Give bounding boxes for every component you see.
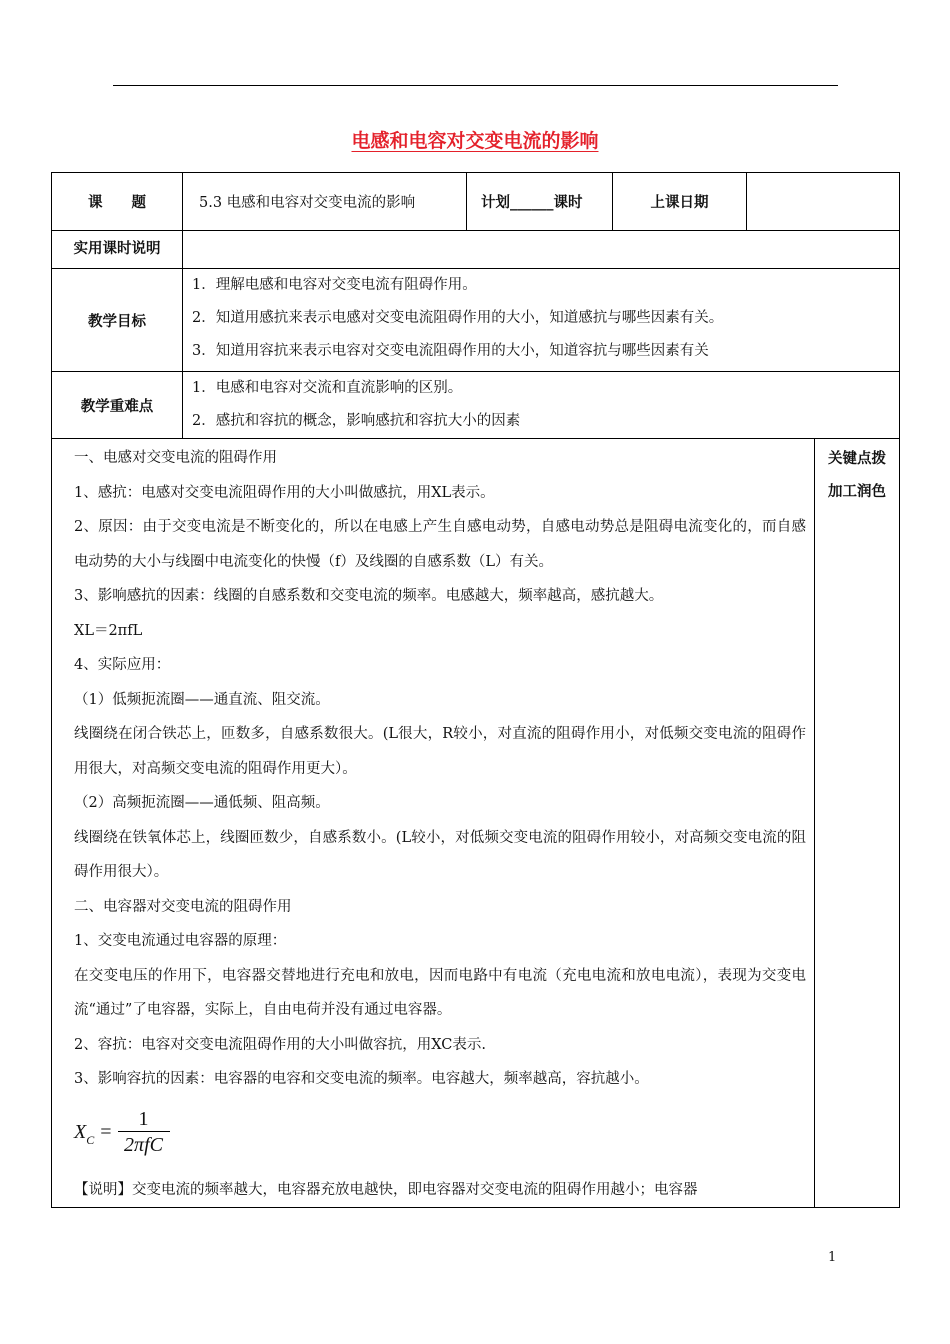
key-point-item: 1．电感和电容对交流和直流影响的区别。 bbox=[192, 380, 463, 396]
paragraph: 3、影响容抗的因素：电容器的电容和交变电流的频率。电容越大，频率越高，容抗越小。 bbox=[74, 1071, 649, 1087]
paragraph: 在交变电压的作用下，电容器交替地进行充电和放电，因而电路中有电流（充电电流和放电电流），表现为交变电流“通过”了电容器，实际上，自由电荷并没有通过电容器。 bbox=[74, 967, 806, 1018]
usage-value bbox=[183, 231, 900, 269]
topic-label: 课 题 bbox=[52, 173, 183, 231]
paragraph: （1）低频扼流圈——通直流、阻交流。 bbox=[74, 691, 330, 708]
objectives-list bbox=[183, 269, 900, 372]
section-heading: 一、电感对交变电流的阻碍作用 bbox=[74, 450, 277, 466]
content-row bbox=[52, 439, 900, 1208]
formula-equals: = bbox=[100, 1121, 112, 1143]
key-points-list bbox=[183, 372, 900, 439]
paragraph: 线圈绕在铁氧体芯上，线圈匝数少，自感系数小。(L较小，对低频交变电流的阻碍作用较小，对高频交变电流的阻碍作用很大）。 bbox=[74, 829, 806, 880]
lesson-content bbox=[52, 439, 815, 1208]
page-number: 1 bbox=[828, 1250, 837, 1265]
objective-item: 1．理解电感和电容对交变电流有阻碍作用。 bbox=[192, 277, 477, 293]
formula-numerator: 1 bbox=[138, 1108, 149, 1130]
paragraph: 2、原因：由于交变电流是不断变化的，所以在电感上产生自感电动势，自感电动势总是阻碍电流变化的，而自感电动势的大小与线圈中电流变化的快慢（f）及线圈的自感系数（L）有关。 bbox=[74, 519, 806, 570]
capacitive-reactance-formula bbox=[74, 1105, 806, 1161]
usage-label: 实用课时说明 bbox=[52, 231, 183, 269]
plan-hours-label: 计划______课时 bbox=[467, 173, 613, 231]
usage-row bbox=[52, 231, 900, 269]
paragraph: 2、容抗：电容对交变电流阻碍作用的大小叫做容抗，用XC表示. bbox=[74, 1036, 486, 1053]
side-note-label: 加工润色 bbox=[828, 484, 886, 500]
topic-value: 5.3 电感和电容对交变电流的影响 bbox=[183, 173, 467, 231]
paragraph: 1、感抗：电感对交变电流阻碍作用的大小叫做感抗，用XL表示。 bbox=[74, 484, 495, 501]
lesson-plan-table bbox=[51, 172, 900, 1208]
objective-item: 2．知道用感抗来表示电感对交变电流阻碍作用的大小，知道感抗与哪些因素有关。 bbox=[192, 310, 724, 326]
inductive-reactance-formula: XL＝2πfL bbox=[74, 622, 143, 639]
formula-subscript: C bbox=[86, 1133, 95, 1147]
paragraph: 1、交变电流通过电容器的原理： bbox=[74, 933, 287, 949]
formula-lhs: X bbox=[74, 1121, 87, 1143]
paragraph: 线圈绕在闭合铁芯上，匝数多，自感系数很大。(L很大，R较小，对直流的阻碍作用小，对低频交变电流的阻碍作用很大，对高频交变电流的阻碍作用更大）。 bbox=[74, 726, 806, 777]
section-heading: 二、电容器对交变电流的阻碍作用 bbox=[74, 898, 292, 915]
objective-item: 3．知道用容抗来表示电容对交变电流阻碍作用的大小，知道容抗与哪些因素有关 bbox=[192, 343, 709, 359]
header-rule bbox=[113, 85, 838, 86]
paragraph: 3、影响感抗的因素：线圈的自感系数和交变电流的频率。电感越大，频率越高，感抗越大。 bbox=[74, 588, 664, 604]
objectives-label: 教学目标 bbox=[52, 269, 183, 372]
note-paragraph: 【说明】交变电流的频率越大，电容器充放电越快，即电容器对交变电流的阻碍作用越小；电容器 bbox=[74, 1181, 698, 1198]
formula-denominator: 2πfC bbox=[124, 1134, 163, 1156]
side-note-label: 关键点拨 bbox=[828, 451, 886, 467]
topic-row bbox=[52, 173, 900, 231]
key-points-row bbox=[52, 372, 900, 439]
objectives-row bbox=[52, 269, 900, 372]
paragraph: 4、实际应用： bbox=[74, 657, 171, 673]
paragraph: （2）高频扼流圈——通低频、阻高频。 bbox=[74, 795, 330, 811]
key-point-item: 2．感抗和容抗的概念，影响感抗和容抗大小的因素 bbox=[192, 413, 521, 429]
formula-fraction bbox=[118, 1107, 170, 1158]
document-title: 电感和电容对交变电流的影响 bbox=[351, 130, 599, 152]
side-notes bbox=[815, 439, 900, 1208]
key-points-label: 教学重难点 bbox=[52, 372, 183, 439]
class-date-value bbox=[747, 173, 900, 231]
class-date-label: 上课日期 bbox=[613, 173, 747, 231]
